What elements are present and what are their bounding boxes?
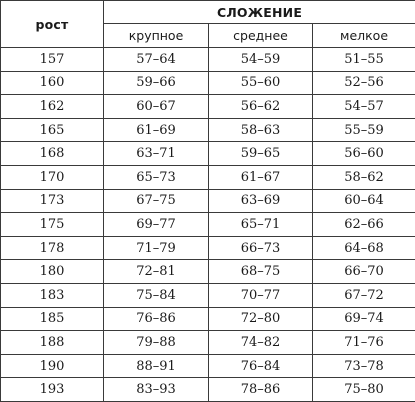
table-row bbox=[1, 307, 415, 331]
height-cell: 188 bbox=[1, 331, 104, 355]
small-build-cell: 69–74 bbox=[313, 307, 415, 331]
table-row bbox=[1, 95, 415, 119]
large-build-cell: 76–86 bbox=[104, 307, 209, 331]
small-build-cell: 73–78 bbox=[313, 354, 415, 378]
column-header-large: крупное bbox=[104, 24, 209, 48]
small-build-cell: 56–60 bbox=[313, 142, 415, 166]
medium-build-cell: 61–67 bbox=[209, 165, 313, 189]
large-build-cell: 63–71 bbox=[104, 142, 209, 166]
small-build-cell: 66–70 bbox=[313, 260, 415, 284]
small-build-cell: 58–62 bbox=[313, 165, 415, 189]
height-cell: 180 bbox=[1, 260, 104, 284]
height-cell: 162 bbox=[1, 95, 104, 119]
medium-build-cell: 68–75 bbox=[209, 260, 313, 284]
medium-build-cell: 54–59 bbox=[209, 48, 313, 72]
medium-build-cell: 59–65 bbox=[209, 142, 313, 166]
height-cell: 185 bbox=[1, 307, 104, 331]
medium-build-cell: 70–77 bbox=[209, 283, 313, 307]
table-row bbox=[1, 118, 415, 142]
height-header: рост bbox=[1, 1, 104, 48]
large-build-cell: 71–79 bbox=[104, 236, 209, 260]
height-cell: 173 bbox=[1, 189, 104, 213]
small-build-cell: 54–57 bbox=[313, 95, 415, 119]
table-row bbox=[1, 354, 415, 378]
build-group-header: СЛОЖЕНИЕ bbox=[104, 1, 415, 24]
height-cell: 170 bbox=[1, 165, 104, 189]
column-header-small: мелкое bbox=[313, 24, 415, 48]
table-row bbox=[1, 189, 415, 213]
height-cell: 160 bbox=[1, 71, 104, 95]
header-row-top bbox=[1, 1, 415, 24]
height-cell: 175 bbox=[1, 213, 104, 237]
medium-build-cell: 74–82 bbox=[209, 331, 313, 355]
small-build-cell: 52–56 bbox=[313, 71, 415, 95]
table-row bbox=[1, 236, 415, 260]
medium-build-cell: 58–63 bbox=[209, 118, 313, 142]
table-row bbox=[1, 213, 415, 237]
small-build-cell: 60–64 bbox=[313, 189, 415, 213]
small-build-cell: 62–66 bbox=[313, 213, 415, 237]
small-build-cell: 51–55 bbox=[313, 48, 415, 72]
height-cell: 165 bbox=[1, 118, 104, 142]
large-build-cell: 75–84 bbox=[104, 283, 209, 307]
large-build-cell: 60–67 bbox=[104, 95, 209, 119]
small-build-cell: 67–72 bbox=[313, 283, 415, 307]
large-build-cell: 67–75 bbox=[104, 189, 209, 213]
height-cell: 193 bbox=[1, 378, 104, 402]
medium-build-cell: 55–60 bbox=[209, 71, 313, 95]
medium-build-cell: 78–86 bbox=[209, 378, 313, 402]
medium-build-cell: 56–62 bbox=[209, 95, 313, 119]
table-body bbox=[1, 48, 415, 402]
height-cell: 178 bbox=[1, 236, 104, 260]
height-cell: 190 bbox=[1, 354, 104, 378]
large-build-cell: 83–93 bbox=[104, 378, 209, 402]
large-build-cell: 59–66 bbox=[104, 71, 209, 95]
table-row bbox=[1, 283, 415, 307]
height-cell: 183 bbox=[1, 283, 104, 307]
large-build-cell: 72–81 bbox=[104, 260, 209, 284]
large-build-cell: 88–91 bbox=[104, 354, 209, 378]
large-build-cell: 79–88 bbox=[104, 331, 209, 355]
medium-build-cell: 72–80 bbox=[209, 307, 313, 331]
column-header-medium: среднее bbox=[209, 24, 313, 48]
medium-build-cell: 66–73 bbox=[209, 236, 313, 260]
large-build-cell: 61–69 bbox=[104, 118, 209, 142]
height-cell: 168 bbox=[1, 142, 104, 166]
large-build-cell: 57–64 bbox=[104, 48, 209, 72]
medium-build-cell: 76–84 bbox=[209, 354, 313, 378]
small-build-cell: 55–59 bbox=[313, 118, 415, 142]
large-build-cell: 65–73 bbox=[104, 165, 209, 189]
table-row bbox=[1, 142, 415, 166]
medium-build-cell: 65–71 bbox=[209, 213, 313, 237]
table-row bbox=[1, 378, 415, 402]
small-build-cell: 75–80 bbox=[313, 378, 415, 402]
table-row bbox=[1, 331, 415, 355]
small-build-cell: 64–68 bbox=[313, 236, 415, 260]
small-build-cell: 71–76 bbox=[313, 331, 415, 355]
table-row bbox=[1, 260, 415, 284]
medium-build-cell: 63–69 bbox=[209, 189, 313, 213]
table-row bbox=[1, 165, 415, 189]
table-row bbox=[1, 48, 415, 72]
table-row bbox=[1, 71, 415, 95]
large-build-cell: 69–77 bbox=[104, 213, 209, 237]
height-cell: 157 bbox=[1, 48, 104, 72]
